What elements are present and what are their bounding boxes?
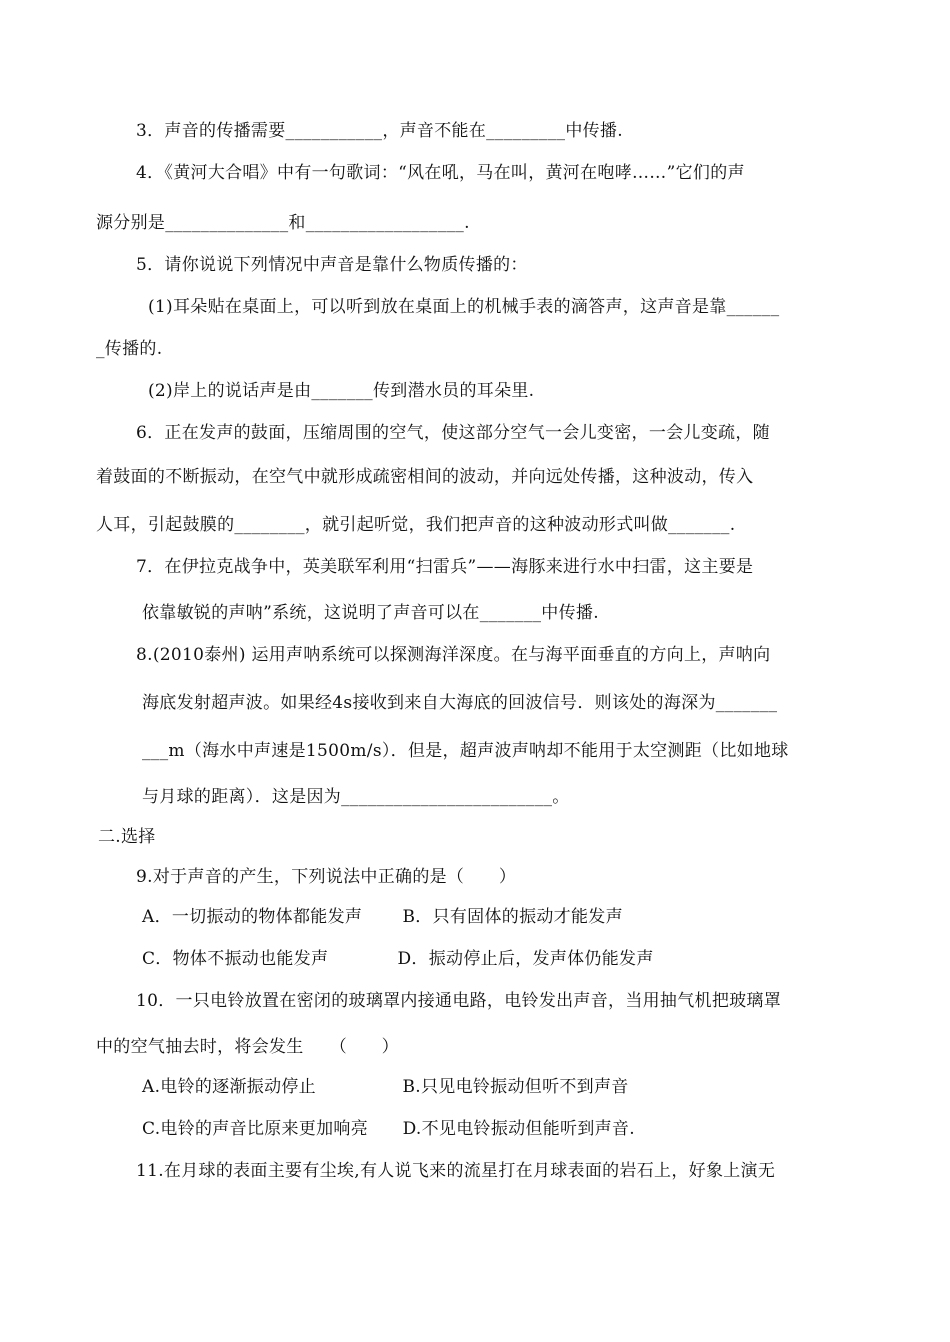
question-4: 4．《黄河大合唱》中有一句歌词：“风在吼，马在叫，黄河在咆哮……”它们的声: [136, 163, 745, 183]
question-8-cont-2: ___m（海水中声速是1500m/s）．但是，超声波声呐却不能用于太空测距（比如地球: [142, 741, 789, 761]
question-10: 10．一只电铃放置在密闭的玻璃罩内接通电路，电铃发出声音，当用抽气机把玻璃罩: [136, 991, 782, 1011]
section-heading: 二.选择: [98, 827, 156, 847]
question-10-options-cd: C.电铃的声音比原来更加响亮 D.不见电铃振动但能听到声音.: [142, 1119, 635, 1139]
question-9: 9.对于声音的产生，下列说法中正确的是（ ）: [136, 867, 517, 887]
question-10-options-ab: A.电铃的逐渐振动停止 B.只见电铃振动但听不到声音: [142, 1077, 629, 1097]
question-3: 3．声音的传播需要___________，声音不能在_________中传播.: [136, 121, 623, 141]
question-9-options-cd: C．物体不振动也能发声 D．振动停止后，发声体仍能发声: [142, 949, 654, 969]
question-5-2: (2)岸上的说话声是由_______传到潜水员的耳朵里.: [148, 381, 535, 401]
question-8: 8.(2010泰州) 运用声呐系统可以探测海洋深度。在与海平面垂直的方向上，声呐向: [136, 645, 771, 665]
question-7-cont: 依靠敏锐的声呐”系统，这说明了声音可以在_______中传播.: [142, 603, 599, 623]
question-5-1: (1)耳朵贴在桌面上，可以听到放在桌面上的机械手表的滴答声，这声音是靠______: [148, 297, 780, 317]
question-11: 11.在月球的表面主要有尘埃,有人说飞来的流星打在月球表面的岩石上，好象上演无: [136, 1161, 776, 1181]
question-7: 7．在伊拉克战争中，英美联军利用“扫雷兵”——海豚来进行水中扫雷，这主要是: [136, 557, 754, 577]
question-9-options-ab: A．一切振动的物体都能发声 B．只有固体的振动才能发声: [142, 907, 623, 927]
question-4-cont: 源分别是______________和__________________.: [96, 213, 470, 233]
question-8-cont-3: 与月球的距离）．这是因为________________________。: [142, 787, 570, 807]
question-5-1-cont: _传播的.: [96, 339, 163, 359]
question-8-cont-1: 海底发射超声波。如果经4s接收到来自大海底的回波信号．则该处的海深为_______: [142, 693, 778, 713]
question-6-cont-1: 着鼓面的不断振动，在空气中就形成疏密相间的波动，并向远处传播，这种波动，传入: [96, 467, 754, 487]
question-6: 6．正在发声的鼓面，压缩周围的空气，使这部分空气一会儿变密，一会儿变疏，随: [136, 423, 770, 443]
question-5: 5．请你说说下列情况中声音是靠什么物质传播的：: [136, 255, 528, 275]
question-6-cont-2: 人耳，引起鼓膜的________，就引起听觉，我们把声音的这种波动形式叫做_______.: [96, 515, 736, 535]
question-10-cont: 中的空气抽去时，将会发生 （ ）: [96, 1037, 399, 1057]
